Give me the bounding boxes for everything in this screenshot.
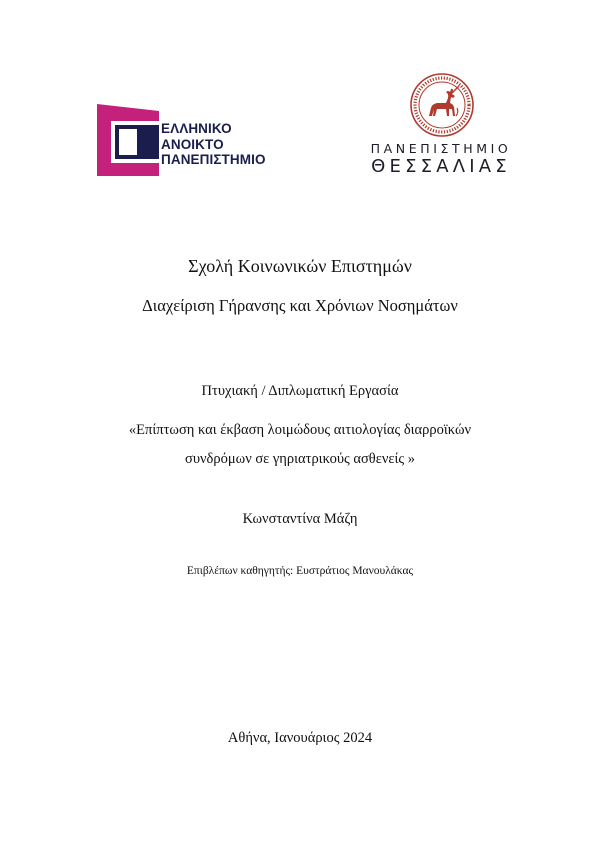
eap-logo — [97, 104, 297, 176]
uth-logo — [356, 72, 526, 182]
eap-logo-text — [161, 121, 266, 168]
supervisor: Επιβλέπων καθηγητής: Ευστράτιος Μανουλάκας — [186, 565, 414, 577]
eap-logo-line-3: ΠΑΝΕΠΙΣΤΗΜΙΟ — [161, 152, 266, 167]
uth-logo-line-2: ΘΕΣΣΑΛΙΑΣ — [371, 156, 511, 177]
centaur-seal-icon — [409, 72, 475, 138]
uth-logo-line-1: ΠΑΝΕΠΙΣΤΗΜΙΟ — [370, 141, 512, 156]
program-name: Διαχείριση Γήρανσης και Χρόνιων Νοσημάτων — [142, 296, 458, 315]
author-name: Κωνσταντίνα Μάζη — [242, 511, 358, 527]
thesis-title-line-2: συνδρόμων σε γηριατρικούς ασθενείς » — [185, 451, 415, 467]
thesis-type: Πτυχιακή / Διπλωματική Εργασία — [201, 383, 399, 399]
school-name: Σχολή Κοινωνικών Επιστημών — [188, 256, 412, 276]
eap-logo-mark-icon — [97, 104, 167, 176]
place-date: Αθήνα, Ιανουάριος 2024 — [227, 730, 373, 746]
thesis-title-line-1: «Επίπτωση και έκβαση λοιμώδους αιτιολογίας διαρροϊκών — [128, 422, 472, 438]
eap-logo-line-2: ΑΝΟΙΚΤΟ — [161, 136, 224, 152]
eap-logo-line-1: ΕΛΛΗΝΙΚΟ — [161, 121, 232, 136]
